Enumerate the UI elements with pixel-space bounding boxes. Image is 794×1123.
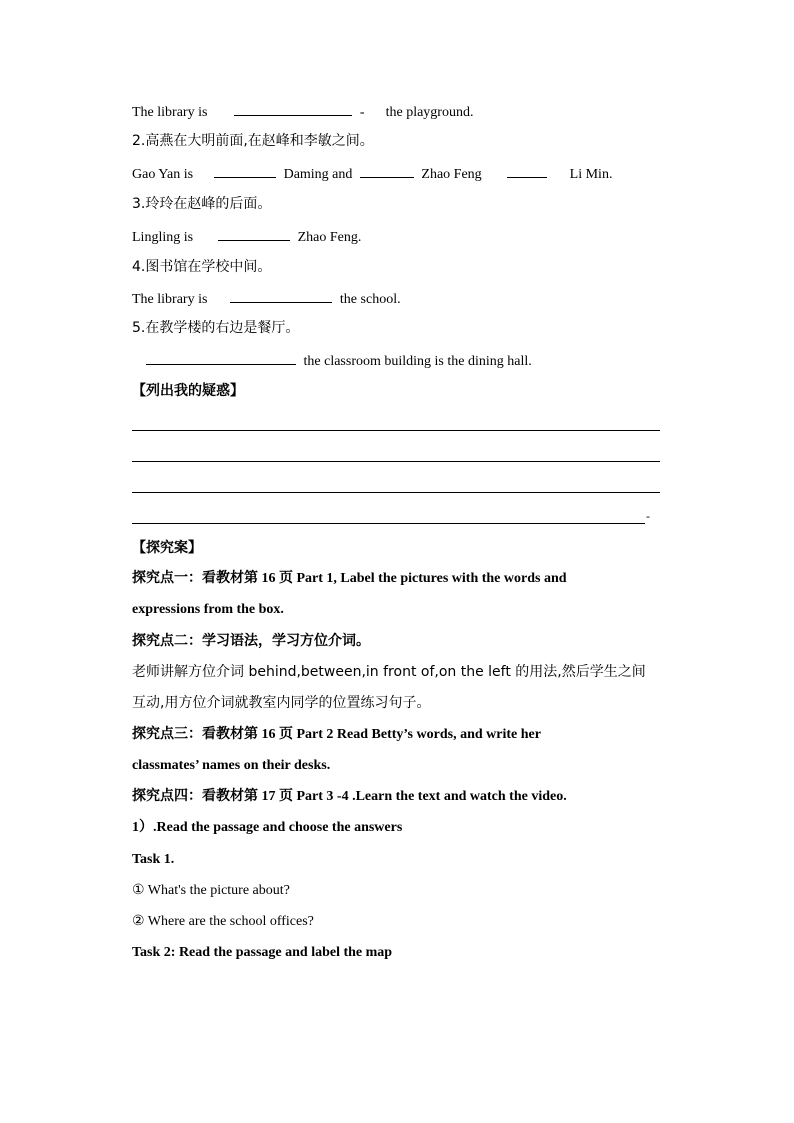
explore-point-3-line-1: 探究点三：看教材第 16 页 Part 2 Read Betty’s words, and write her	[132, 727, 541, 742]
explore-point-2-desc-1: 老师讲解方位介词 behind,between,in front of,on the left 的用法,然后学生之间	[132, 664, 646, 680]
q2-text-b: Daming and	[283, 167, 353, 182]
subtask-1-heading: 1）.Read the passage and choose the answers	[132, 820, 403, 835]
q5-chinese-prompt: 5.在教学楼的右边是餐厅。	[132, 320, 300, 336]
q2-text-d: Li Min.	[569, 167, 613, 182]
doubt-line-3[interactable]	[132, 492, 660, 493]
q3-english-line	[132, 226, 361, 248]
q4-chinese-prompt: 4.图书馆在学校中间。	[132, 259, 272, 275]
q2-blank-2[interactable]	[360, 163, 414, 178]
q2-blank-3[interactable]	[507, 163, 547, 178]
doubt-line-4[interactable]	[132, 523, 645, 524]
q1-dash: -	[359, 105, 365, 120]
task-2-heading: Task 2: Read the passage and label the map	[132, 945, 393, 960]
q4-english-line	[132, 288, 401, 310]
q2-chinese-prompt: 2.高燕在大明前面,在赵峰和李敏之间。	[132, 133, 374, 149]
explore-heading: 【探究案】	[132, 540, 202, 556]
q2-blank-1[interactable]	[214, 163, 276, 178]
q5-blank[interactable]	[146, 350, 296, 365]
q4-text-a: The library is	[132, 292, 208, 307]
q3-text-b: Zhao Feng.	[297, 230, 362, 245]
explore-point-2-desc-2: 互动,用方位介词就教室内同学的位置练习句子。	[132, 695, 431, 711]
q4-blank[interactable]	[230, 288, 332, 303]
q5-text: the classroom building is the dining hall.	[303, 354, 532, 369]
q2-text-c: Zhao Feng	[421, 167, 482, 182]
q3-text-a: Lingling is	[132, 230, 194, 245]
doubt-trail-mark: -	[646, 509, 650, 523]
doubts-heading: 【列出我的疑惑】	[132, 383, 244, 399]
q3-blank[interactable]	[218, 226, 290, 241]
explore-point-1-line-1: 探究点一：看教材第 16 页 Part 1, Label the pictures with the words and	[132, 571, 567, 586]
q3-chinese-prompt: 3.玲玲在赵峰的后面。	[132, 196, 272, 212]
explore-point-3-line-2: classmates’ names on their desks.	[132, 758, 331, 773]
q5-english-line	[146, 350, 532, 372]
doubt-line-2[interactable]	[132, 461, 660, 462]
q1-english-line	[132, 101, 473, 123]
q1-blank[interactable]	[234, 101, 352, 116]
explore-point-1-line-2: expressions from the box.	[132, 602, 284, 617]
explore-point-2: 探究点二：学习语法，学习方位介词。	[132, 633, 370, 649]
q1-text-end: the playground.	[385, 105, 474, 120]
q2-text-a: Gao Yan is	[132, 167, 194, 182]
task-1-question-1: ① What's the picture about?	[132, 883, 290, 898]
task-1-question-2: ② Where are the school offices?	[132, 914, 314, 929]
q1-text-start: The library is	[132, 105, 208, 120]
doubt-line-1[interactable]	[132, 430, 660, 431]
q2-english-line	[132, 163, 612, 185]
task-1-heading: Task 1.	[132, 852, 175, 867]
q4-text-b: the school.	[339, 292, 401, 307]
explore-point-4: 探究点四：看教材第 17 页 Part 3 -4 .Learn the text and watch the video.	[132, 789, 567, 804]
